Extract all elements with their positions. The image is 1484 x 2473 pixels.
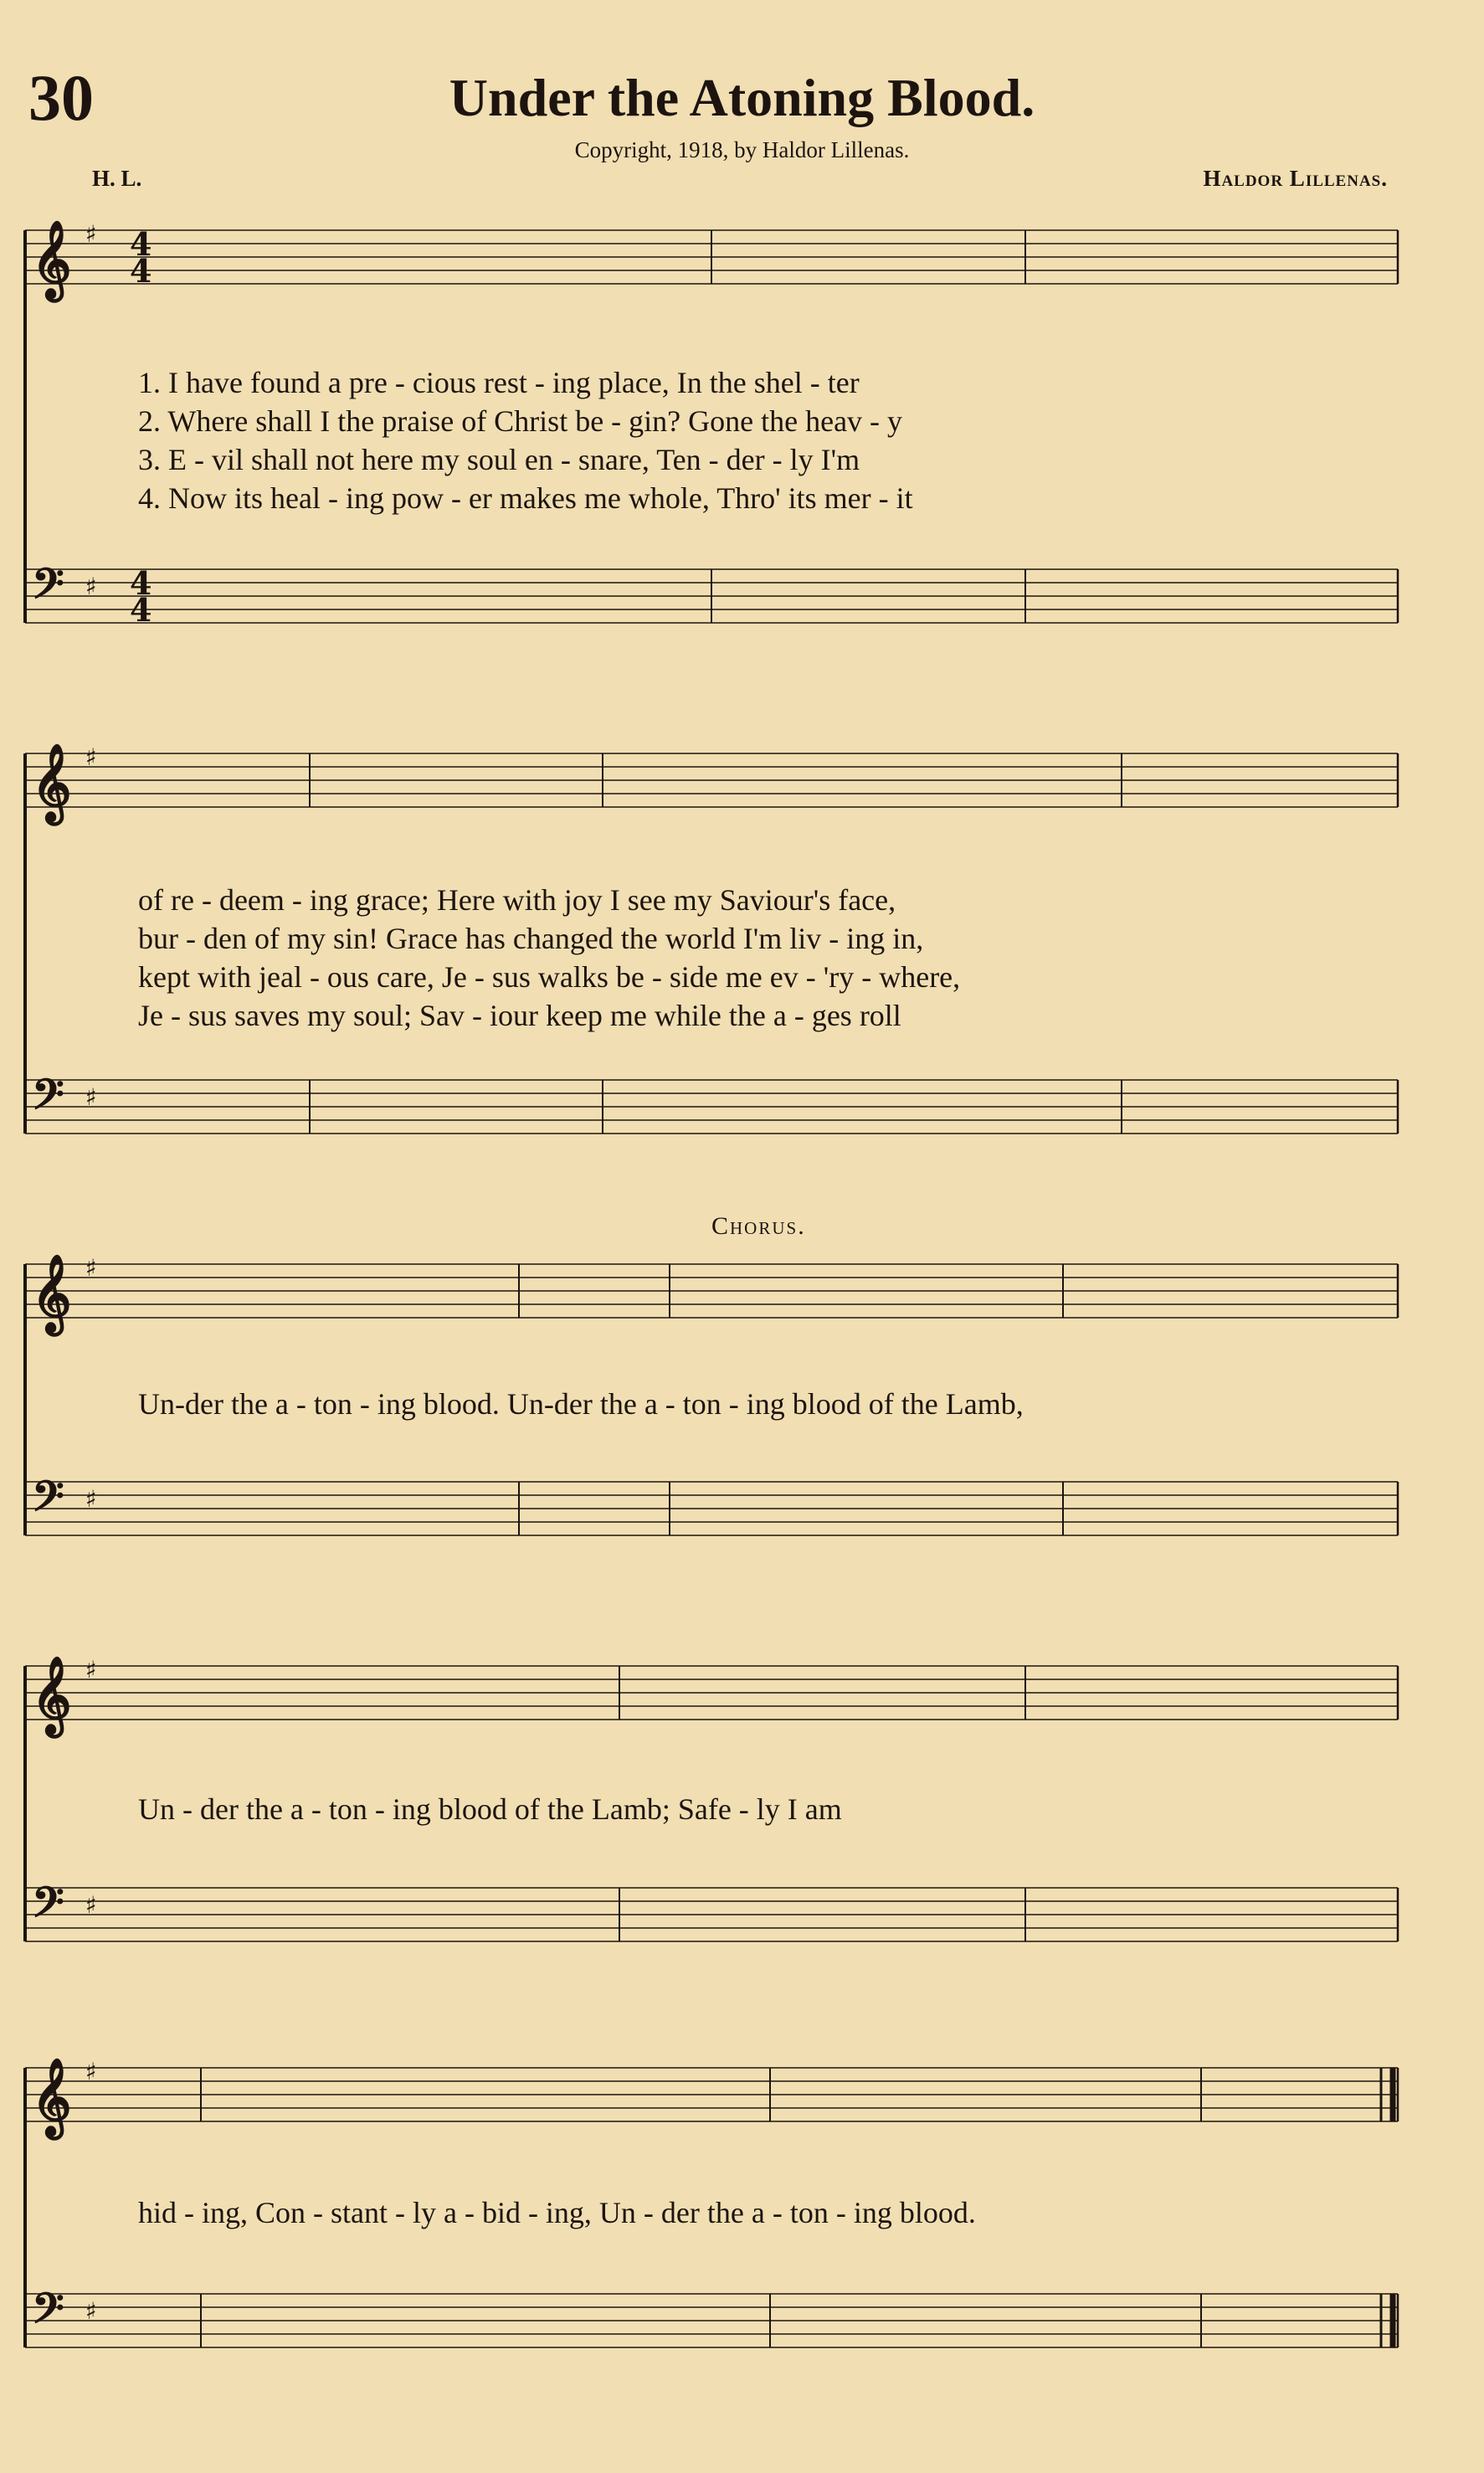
sharp-icon: ♯ — [85, 1656, 97, 1684]
time-signature-digit: 4 — [130, 591, 152, 629]
sharp-icon: ♯ — [85, 220, 97, 248]
chorus-label: Chorus. — [711, 1212, 806, 1240]
verse-1-line: 1. I have found a pre - cious rest - ing place, In the shel - ter — [138, 366, 860, 399]
treble-clef-icon: 𝄞 — [32, 1655, 72, 1734]
verse-2-line: 2. Where shall I the praise of Christ be - gin? Gone the heav - y — [138, 404, 903, 438]
chorus-line-1: Un-der the a - ton - ing blood. Un-der the a - ton - ing blood of the Lamb, — [138, 1387, 1024, 1421]
sharp-icon: ♯ — [85, 1485, 97, 1513]
sharp-icon: ♯ — [85, 743, 97, 771]
treble-clef-icon: 𝄞 — [32, 1253, 72, 1332]
time-signature-digit: 4 — [130, 252, 152, 290]
verse-3-line: 3. E - vil shall not here my soul en - snare, Ten - der - ly I'm — [138, 443, 860, 476]
lyricist-credit: H. L. — [92, 166, 142, 191]
verse-4-line: 4. Now its heal - ing pow - er makes me whole, Thro' its mer - it — [138, 481, 913, 515]
verse-3-line-2: kept with jeal - ous care, Je - sus walks be - side me ev - 'ry - where, — [138, 960, 961, 994]
verse-4-line-2: Je - sus saves my soul; Sav - iour keep me while the a - ges roll — [138, 999, 901, 1032]
chorus-line-3: hid - ing, Con - stant - ly a - bid - ing, Un - der the a - ton - ing blood. — [138, 2196, 976, 2229]
sharp-icon: ♯ — [85, 2297, 97, 2325]
sharp-icon: ♯ — [85, 1254, 97, 1282]
treble-clef-icon: 𝄞 — [32, 2057, 72, 2136]
hymn-title: Under the Atoning Blood. — [449, 68, 1035, 127]
treble-clef-icon: 𝄞 — [32, 743, 72, 821]
sharp-icon: ♯ — [85, 1083, 97, 1111]
verse-2-line-2: bur - den of my sin! Grace has changed the world I'm liv - ing in, — [138, 922, 924, 955]
bass-clef-icon: 𝄢 — [32, 560, 64, 619]
treble-clef-icon: 𝄞 — [32, 219, 72, 298]
hymn-number: 30 — [28, 61, 94, 134]
verse-1-line-2: of re - deem - ing grace; Here with joy I see my Saviour's face, — [138, 883, 896, 917]
sharp-icon: ♯ — [85, 1891, 97, 1919]
time-signature-digit: 4 — [130, 564, 152, 602]
bass-clef-icon: 𝄢 — [32, 2285, 64, 2343]
composer-credit: Haldor Lillenas. — [1203, 166, 1388, 191]
copyright-line: Copyright, 1918, by Haldor Lillenas. — [574, 137, 910, 162]
sharp-icon: ♯ — [85, 2058, 97, 2085]
time-signature-digit: 4 — [130, 225, 152, 263]
sharp-icon: ♯ — [85, 573, 97, 600]
chorus-line-2: Un - der the a - ton - ing blood of the Lamb; Safe - ly I am — [138, 1792, 842, 1826]
bass-clef-icon: 𝄢 — [32, 1071, 64, 1129]
bass-clef-icon: 𝄢 — [32, 1879, 64, 1937]
bass-clef-icon: 𝄢 — [32, 1473, 64, 1531]
